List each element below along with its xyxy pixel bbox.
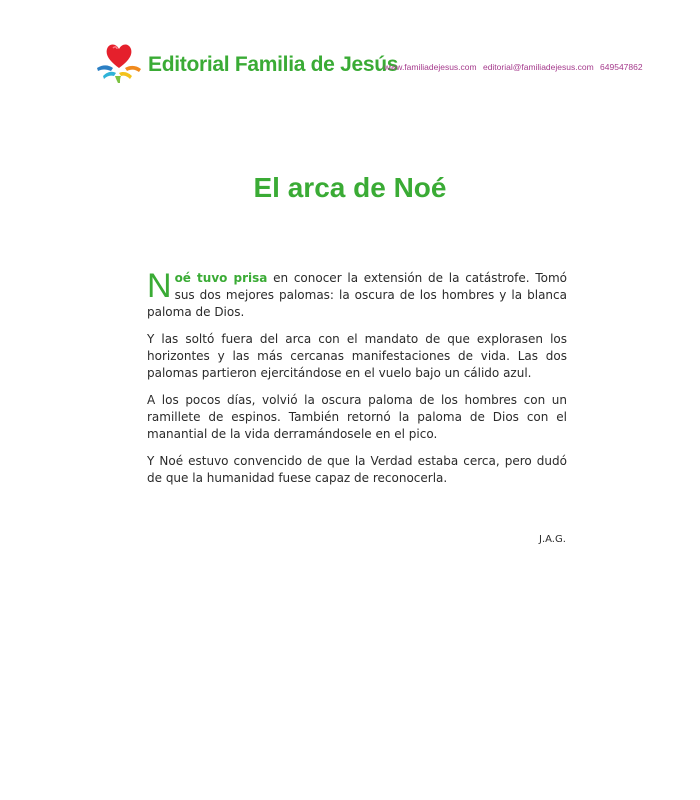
website-link[interactable]: www.familiadejesus.com xyxy=(384,62,477,72)
drop-cap: N xyxy=(147,267,172,305)
heart-hands-logo-icon xyxy=(93,38,145,84)
paragraph-4: Y Noé estuvo convencido de que la Verdad estaba cerca, pero dudó de que la humanidad fuese capaz de reconocerla. xyxy=(147,454,567,485)
contact-info xyxy=(384,62,647,72)
lead-phrase: oé tuvo prisa xyxy=(174,271,268,285)
email-link[interactable]: editorial@familiadejesus.com xyxy=(482,62,594,72)
brand-name: Editorial Familia de Jesús xyxy=(148,53,399,76)
story-body xyxy=(147,267,567,497)
page-header xyxy=(93,38,643,88)
paragraph-2: Y las soltó fuera del arca con el mandato de que explorasen los horizontes y las más cercanas manifestaciones de vida. Las dos palomas partieron ejercitándose en el vuelo bajo un cálido azul. xyxy=(147,332,567,380)
paragraph-1 xyxy=(147,267,567,321)
phone-number: 649547862 xyxy=(600,62,643,72)
page-title: El arca de Noé xyxy=(253,171,447,203)
author-signature: J.A.G. xyxy=(539,534,566,545)
paragraph-1-text: en conocer la extensión de la catástrofe. Tomó sus dos mejores palomas: la oscura de los hombres y la blanca paloma de Dios. xyxy=(147,271,567,319)
paragraph-3: A los pocos días, volvió la oscura paloma de los hombres con un ramillete de espinos. También retornó la paloma de Dios con el manantial de la vida derramándosele en el pico. xyxy=(147,393,567,441)
